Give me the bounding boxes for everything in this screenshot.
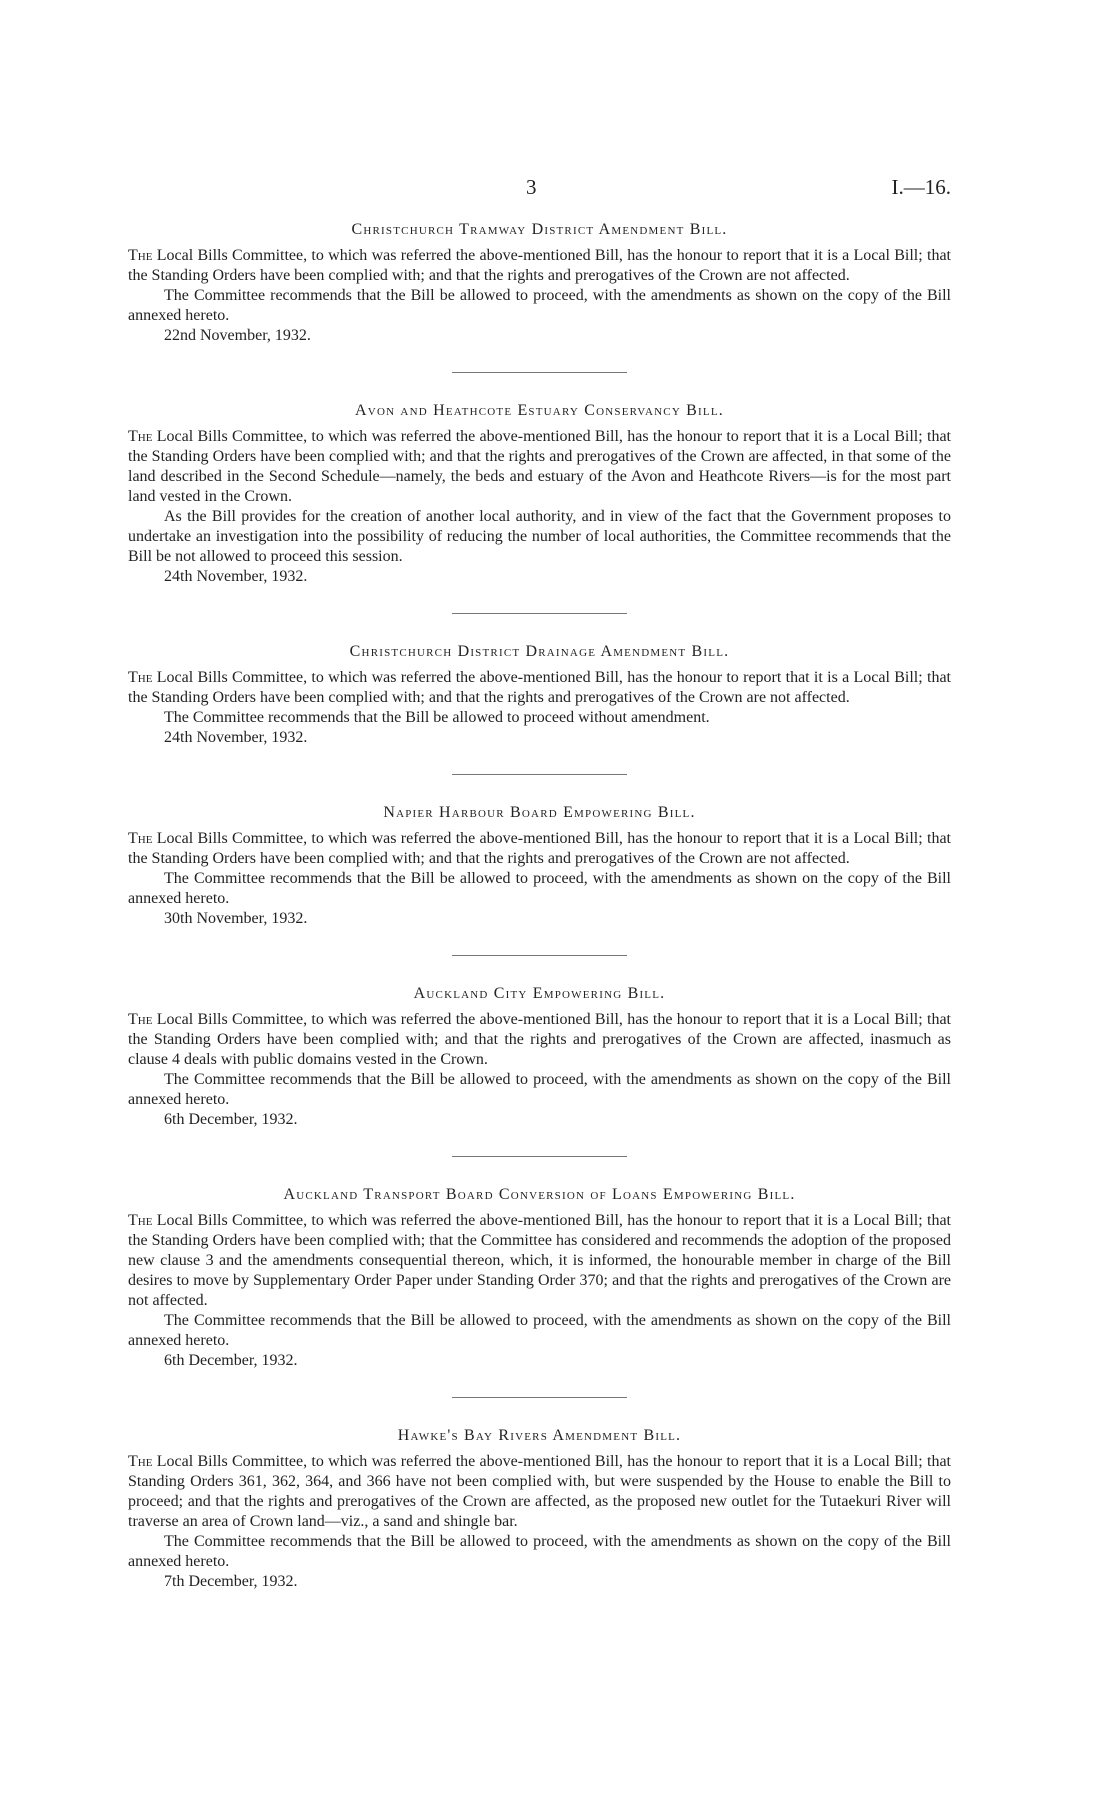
- section-divider: [452, 372, 627, 373]
- bill-report-section: [128, 1185, 951, 1371]
- bill-title: Auckland Transport Board Conversion of Loans Empowering Bill.: [283, 1186, 796, 1203]
- paragraph-lead: The: [128, 830, 153, 847]
- bill-report-section: [128, 984, 951, 1130]
- paragraph-lead: The: [128, 1212, 153, 1229]
- committee-report-paragraph: [128, 1010, 951, 1070]
- report-text: Local Bills Committee, to which was referred the above-mentioned Bill, has the honour to report that it is a Local Bill; that Standing Orders 361, 362, 364, and 366 have not been complied with, but were suspended by the House to enable the Bill to proceed; and that the rights and prerogatives of the Crown are affected, as the proposed new outlet for the Tutaekuri River will traverse an area of Crown land—viz., a sand and shingle bar.: [128, 1453, 951, 1530]
- committee-report-paragraph: [128, 427, 951, 507]
- committee-report-paragraph: [128, 668, 951, 708]
- paragraph-lead: The: [128, 669, 153, 686]
- section-divider: [452, 955, 627, 956]
- bill-report-section: [128, 220, 951, 346]
- report-date: 6th December, 1932.: [164, 1111, 298, 1128]
- committee-report-paragraph: [128, 1452, 951, 1532]
- recommendation-paragraph: The Committee recommends that the Bill be allowed to proceed, with the amendments as shown on the copy of the Bill annexed hereto.: [128, 1071, 951, 1108]
- report-text: Local Bills Committee, to which was referred the above-mentioned Bill, has the honour to report that it is a Local Bill; that the Standing Orders have been complied with; and that the rights and prerogatives of the Crown are not affected.: [128, 830, 951, 867]
- report-date: 6th December, 1932.: [164, 1352, 298, 1369]
- report-date: 7th December, 1932.: [164, 1573, 298, 1590]
- report-text: Local Bills Committee, to which was referred the above-mentioned Bill, has the honour to report that it is a Local Bill; that the Standing Orders have been complied with; that the Committee has considered and recommends the adoption of the proposed new clause 3 and the amendments consequential thereon, which, it is informed, the honourable member in charge of the Bill desires to move by Supplementary Order Paper under Standing Order 370; and that the rights and prerogatives of the Crown are not affected.: [128, 1212, 951, 1309]
- recommendation-paragraph: The Committee recommends that the Bill be allowed to proceed, with the amendments as shown on the copy of the Bill annexed hereto.: [128, 870, 951, 907]
- committee-report-paragraph: [128, 1211, 951, 1311]
- recommendation-paragraph: The Committee recommends that the Bill be allowed to proceed, with the amendments as shown on the copy of the Bill annexed hereto.: [128, 1312, 951, 1349]
- paragraph-lead: The: [128, 247, 153, 264]
- committee-report-paragraph: [128, 829, 951, 869]
- page-header: [0, 175, 1114, 205]
- bill-report-section: [128, 803, 951, 929]
- report-date: 24th November, 1932.: [164, 729, 308, 746]
- paragraph-lead: The: [128, 428, 153, 445]
- section-divider: [452, 613, 627, 614]
- report-text: Local Bills Committee, to which was referred the above-mentioned Bill, has the honour to report that it is a Local Bill; that the Standing Orders have been complied with; and that the rights and prerogatives of the Crown are not affected.: [128, 669, 951, 706]
- bill-title: Auckland City Empowering Bill.: [413, 985, 666, 1002]
- paragraph-lead: The: [128, 1453, 153, 1470]
- bill-report-section: [128, 1426, 951, 1592]
- page-number: 3: [526, 175, 537, 199]
- bill-title: Christchurch District Drainage Amendment Bill.: [349, 643, 730, 660]
- bill-title: Hawke's Bay Rivers Amendment Bill.: [397, 1427, 682, 1444]
- section-divider: [452, 1156, 627, 1157]
- section-divider: [452, 774, 627, 775]
- report-text: Local Bills Committee, to which was referred the above-mentioned Bill, has the honour to report that it is a Local Bill; that the Standing Orders have been complied with; and that the rights and prerogatives of the Crown are not affected.: [128, 247, 951, 284]
- report-text: Local Bills Committee, to which was referred the above-mentioned Bill, has the honour to report that it is a Local Bill; that the Standing Orders have been complied with; and that the rights and prerogatives of the Crown are affected, in that some of the land described in the Second Schedule—namely, the beds and estuary of the Avon and Heathcote Rivers—is for the most part land vested in the Crown.: [128, 428, 951, 505]
- bill-title: Christchurch Tramway District Amendment Bill.: [351, 221, 728, 238]
- recommendation-paragraph: The Committee recommends that the Bill be allowed to proceed without amendment.: [164, 709, 710, 726]
- recommendation-paragraph: The Committee recommends that the Bill be allowed to proceed, with the amendments as shown on the copy of the Bill annexed hereto.: [128, 1533, 951, 1570]
- recommendation-paragraph: As the Bill provides for the creation of another local authority, and in view of the fact that the Government proposes to undertake an investigation into the possibility of reducing the number of local authorities, the Committee recommends that the Bill be not allowed to proceed this session.: [128, 508, 951, 565]
- bill-title: Napier Harbour Board Empowering Bill.: [383, 804, 696, 821]
- paper-reference: I.—16.: [891, 175, 951, 199]
- bill-title: Avon and Heathcote Estuary Conservancy Bill.: [355, 402, 724, 419]
- report-date: 22nd November, 1932.: [164, 327, 311, 344]
- bill-report-section: [128, 642, 951, 748]
- recommendation-paragraph: The Committee recommends that the Bill be allowed to proceed, with the amendments as shown on the copy of the Bill annexed hereto.: [128, 287, 951, 324]
- report-date: 30th November, 1932.: [164, 910, 308, 927]
- report-body: [128, 220, 951, 1592]
- paragraph-lead: The: [128, 1011, 153, 1028]
- report-text: Local Bills Committee, to which was referred the above-mentioned Bill, has the honour to report that it is a Local Bill; that the Standing Orders have been complied with; and that the rights and prerogatives of the Crown are affected, inasmuch as clause 4 deals with public domains vested in the Crown.: [128, 1011, 951, 1068]
- committee-report-paragraph: [128, 246, 951, 286]
- section-divider: [452, 1397, 627, 1398]
- report-date: 24th November, 1932.: [164, 568, 308, 585]
- bill-report-section: [128, 401, 951, 587]
